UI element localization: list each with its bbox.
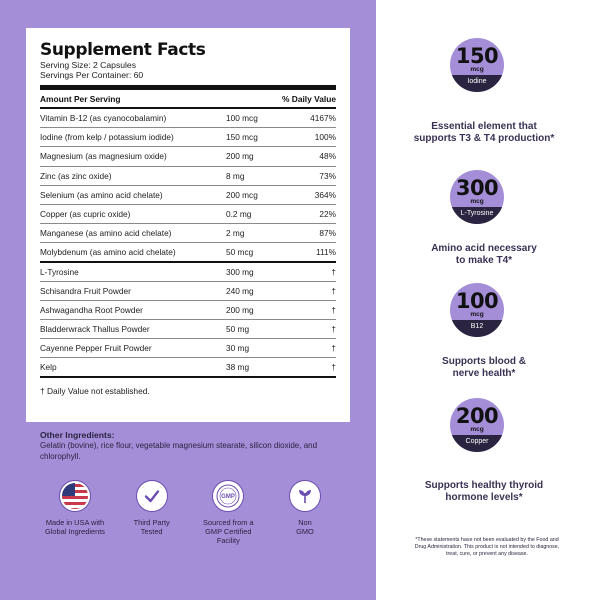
facts-row [40,282,336,301]
nutrient-amount: 100 mcg [226,113,258,124]
servings-per-container: Servings Per Container: 60 [40,70,144,80]
facts-row [40,128,336,147]
nutrient-name: Copper (as cupric oxide) [40,209,131,220]
stat-desc-line1: Essential element that [431,121,537,132]
nutrient-dv: 111% [316,246,336,257]
stat-label: B12 [450,320,504,337]
nutrient-amount: 200 mcg [226,189,258,200]
ingredient-name: Schisandra Fruit Powder [40,285,131,296]
stat-b12 [450,283,504,353]
other-ingredients-text: Gelatin (bovine), rice flour, vegetable magnesium stearate, silicon dioxide, and chlorophyll. [40,441,318,461]
header-amount: Amount Per Serving [40,93,121,104]
facts-row [40,301,336,320]
badge-gmp [193,480,263,545]
nutrient-name: Magnesium (as magnesium oxide) [40,151,167,162]
facts-row [40,224,336,243]
stat-description [396,356,572,379]
nutrient-amount: 2 mg [226,228,245,239]
facts-title: Supplement Facts [40,40,206,60]
stat-desc-line2: to make T4* [455,254,513,266]
ingredient-name: Bladderwrack Thallus Powder [40,324,150,335]
ingredient-amount: 38 mg [226,362,250,373]
facts-header-row [40,90,336,109]
ingredient-name: Kelp [40,362,57,373]
facts-row [40,320,336,339]
stat-desc-line2: supports T3 & T4 production* [413,132,555,144]
stat-label: Iodine [450,75,504,92]
badge-label [117,518,187,536]
dv-footnote: † Daily Value not established. [40,385,150,396]
nutrient-name: Iodine (from kelp / potassium iodide) [40,132,174,143]
stat-number: 200 [455,404,499,428]
badge-line2: Global Ingredients [45,527,105,536]
nutrient-name: Zinc (as zinc oxide) [40,170,112,181]
gmp-seal-icon [212,480,244,512]
stat-l-tyrosine [450,170,504,240]
badge-line2: GMO [296,527,314,536]
stat-unit: mcg [470,66,484,73]
ingredient-dv: † [331,343,336,354]
nutrient-amount: 150 mcg [226,132,258,143]
stat-label: L-Tyrosine [450,207,504,224]
nutrient-amount: 8 mg [226,170,245,181]
nutrient-dv: 100% [314,132,336,143]
serving-size: Serving Size: 2 Capsules [40,60,137,70]
stat-number: 100 [455,289,499,313]
badge-label [193,518,263,545]
ingredient-dv: † [331,285,336,296]
nutrient-amount: 200 mg [226,151,254,162]
facts-row [40,147,336,166]
nutrient-dv: 364% [314,189,336,200]
stat-desc-line1: Supports blood & [442,356,526,367]
nutrient-dv: 87% [319,228,336,239]
badge-line1: Third Party [133,518,170,527]
badge-line1: Non [298,518,312,527]
nutrient-dv: 48% [319,151,336,162]
stat-description [396,121,572,144]
ingredient-amount: 200 mg [226,304,254,315]
other-ingredients [40,430,340,462]
leaf-icon [289,480,321,512]
badge-label [40,518,110,536]
nutrient-dv: 22% [319,209,336,220]
badge-line1: Made in USA with [45,518,105,527]
ingredient-dv: † [331,266,336,277]
badges [40,480,340,545]
badge-made-in-usa [40,480,110,545]
stat-unit: mcg [470,426,484,433]
nutrient-amount: 50 mcg [226,246,254,257]
stat-number: 300 [455,176,499,200]
stat-unit: mcg [470,198,484,205]
ingredient-amount: 30 mg [226,343,250,354]
other-ingredients-title: Other Ingredients: [40,430,115,440]
stat-circle [450,38,504,92]
nutrient-name: Vitamin B-12 (as cyanocobalamin) [40,113,167,124]
ingredient-name: L-Tyrosine [40,266,79,277]
facts-row [40,109,336,128]
stat-desc-line2: nerve health* [452,367,516,379]
facts-row [40,167,336,186]
facts-row [40,358,336,377]
gmp-seal-text: GMP [221,494,236,500]
stat-desc-line1: Amino acid necessary [431,243,537,254]
stat-circle [450,283,504,337]
badge-non-gmo [270,480,340,545]
ingredient-dv: † [331,324,336,335]
facts-row [40,263,336,282]
stat-unit: mcg [470,311,484,318]
ingredient-dv: † [331,304,336,315]
nutrient-name: Manganese (as amino acid chelate) [40,228,172,239]
badge-line2: Tested [140,527,163,536]
facts-row [40,339,336,358]
stat-circle [450,398,504,452]
badge-label [270,518,340,536]
ingredient-name: Cayenne Pepper Fruit Powder [40,343,152,354]
ingredient-amount: 300 mg [226,266,254,277]
badge-line1: Sourced from a [203,518,254,527]
stat-desc-line2: hormone levels* [445,491,523,503]
facts-row [40,243,336,262]
stat-label: Copper [450,435,504,452]
header-dv: % Daily Value [282,93,336,104]
stat-circle [450,170,504,224]
nutrient-dv: 4167% [310,113,336,124]
stat-desc-line1: Supports healthy thyroid [424,480,544,491]
usa-flag-icon [59,480,91,512]
stat-iodine [450,38,504,108]
fda-disclaimer: *These statements have not been evaluated by the Food and Drug Administration. This product is not intended to diagnose, treat, cure, or prevent any disease. [414,537,560,557]
checkmark-icon [136,480,168,512]
facts-row [40,205,336,224]
nutrient-name: Selenium (as amino acid chelate) [40,189,163,200]
stat-description [396,480,572,503]
ingredient-amount: 240 mg [226,285,254,296]
nutrient-amount: 0.2 mg [226,209,252,220]
facts-row [40,186,336,205]
badge-third-party [117,480,187,545]
supplement-facts-card [26,28,350,422]
ingredient-dv: † [331,362,336,373]
stat-number: 150 [455,44,499,68]
nutrient-dv: 73% [319,170,336,181]
badge-line2: GMP Certified Facility [205,527,252,545]
ingredient-name: Ashwagandha Root Powder [40,304,143,315]
nutrient-name: Molybdenum (as amino acid chelate) [40,246,176,257]
ingredient-amount: 50 mg [226,324,250,335]
stat-copper [450,398,504,468]
stat-description [396,243,572,266]
